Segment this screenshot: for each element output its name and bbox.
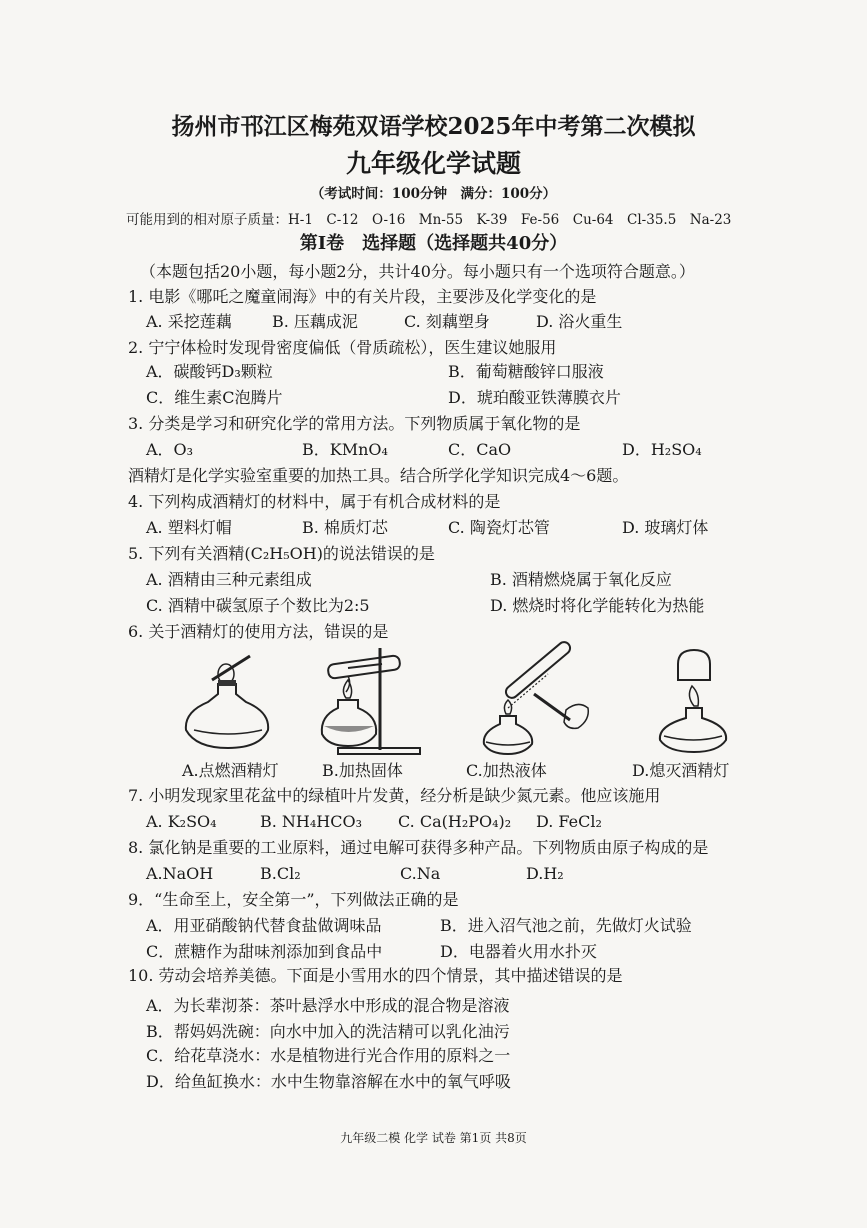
section-instructions: （本题包括20小题，每小题2分，共计40分。每小题只有一个选项符合题意。） <box>140 262 695 281</box>
q5-option-d: D. 燃烧时将化学能转化为热能 <box>490 596 705 615</box>
q3-option-a: A．O₃ <box>146 440 194 459</box>
q8-option-b: B.Cl₂ <box>260 864 301 883</box>
passage-text: 酒精灯是化学实验室重要的加热工具。结合所学化学知识完成4～6题。 <box>128 466 629 485</box>
q9-option-d: D．电器着火用水扑灭 <box>440 942 597 961</box>
exam-info: （考试时间：100分钟 满分：100分） <box>310 186 557 202</box>
q8-option-d: D.H₂ <box>526 864 564 883</box>
q6-stem: 6. 关于酒精灯的使用方法，错误的是 <box>128 622 389 641</box>
exam-title: 扬州市邗江区梅苑双语学校2025年中考第二次模拟 <box>171 113 696 140</box>
q4-stem: 4. 下列构成酒精灯的材料中，属于有机合成材料的是 <box>128 492 501 511</box>
q9-option-b: B．进入沼气池之前，先做灯火试验 <box>440 916 692 935</box>
q3-stem: 3. 分类是学习和研究化学的常用方法。下列物质属于氧化物的是 <box>128 414 581 433</box>
q6-option-c-caption: C.加热液体 <box>466 761 547 780</box>
q4-option-c: C. 陶瓷灯芯管 <box>448 518 550 537</box>
q10-option-a: A．为长辈沏茶：茶叶悬浮水中形成的混合物是溶液 <box>146 996 510 1015</box>
q9-stem: 9．“生命至上，安全第一”，下列做法正确的是 <box>128 890 459 909</box>
q2-option-d: D．琥珀酸亚铁薄膜衣片 <box>448 388 621 407</box>
q7-option-d: D. FeCl₂ <box>536 812 602 831</box>
q4-option-d: D. 玻璃灯体 <box>622 518 709 537</box>
q6-option-a-caption: A.点燃酒精灯 <box>182 761 279 780</box>
q5-option-c: C. 酒精中碳氢原子个数比为2:5 <box>146 596 370 615</box>
q2-option-b: B．葡萄糖酸锌口服液 <box>448 362 604 381</box>
q1-stem: 1. 电影《哪吒之魔童闹海》中的有关片段，主要涉及化学变化的是 <box>128 287 597 306</box>
q8-stem: 8. 氯化钠是重要的工业原料，通过电解可获得多种产品。下列物质由原子构成的是 <box>128 838 709 857</box>
q8-option-c: C.Na <box>400 864 441 883</box>
q5-option-a: A. 酒精由三种元素组成 <box>146 570 312 589</box>
exam-subtitle: 九年级化学试题 <box>345 149 521 178</box>
q7-option-a: A. K₂SO₄ <box>146 812 217 831</box>
q6-option-d-caption: D.熄灭酒精灯 <box>632 761 730 780</box>
q3-option-c: C．CaO <box>448 440 512 459</box>
q9-option-c: C．蔗糖作为甜味剂添加到食品中 <box>146 942 383 961</box>
q1-option-a: A. 采挖莲藕 <box>146 312 232 331</box>
q9-option-a: A．用亚硝酸钠代替食盐做调味品 <box>146 916 382 935</box>
q3-option-d: D．H₂SO₄ <box>622 440 702 459</box>
q10-option-d: D．给鱼缸换水：水中生物靠溶解在水中的氧气呼吸 <box>146 1072 511 1091</box>
q4-option-b: B. 棉质灯芯 <box>302 518 388 537</box>
q10-stem: 10. 劳动会培养美德。下面是小雪用水的四个情景，其中描述错误的是 <box>128 966 623 985</box>
q1-option-d: D. 浴火重生 <box>536 312 623 331</box>
atomic-masses: 可能用到的相对原子质量：H-1 C-12 O-16 Mn-55 K-39 Fe-56 Cu-64 Cl-35.5 Na-23 <box>126 212 732 228</box>
q4-option-a: A. 塑料灯帽 <box>146 518 232 537</box>
section-title: 第Ⅰ卷 选择题（选择题共40分） <box>299 233 568 254</box>
figure-lighting-lamp <box>178 650 278 754</box>
q1-option-c: C. 刻藕塑身 <box>404 312 490 331</box>
q5-option-b: B. 酒精燃烧属于氧化反应 <box>490 570 672 589</box>
q6-option-b-caption: B.加热固体 <box>322 761 403 780</box>
q7-stem: 7. 小明发现家里花盆中的绿植叶片发黄，经分析是缺少氮元素。他应该施用 <box>128 786 661 805</box>
q2-stem: 2. 宁宁体检时发现骨密度偏低（骨质疏松），医生建议她服用 <box>128 338 557 357</box>
figure-heating-liquid <box>478 650 598 758</box>
q2-option-c: C．维生素C泡腾片 <box>146 388 283 407</box>
q8-option-a: A.NaOH <box>146 864 214 883</box>
figure-heating-solid <box>318 646 422 758</box>
page-footer: 九年级二模 化学 试卷 第1页 共8页 <box>340 1131 527 1145</box>
q10-option-c: C．给花草浇水：水是植物进行光合作用的原料之一 <box>146 1046 511 1065</box>
q2-option-a: A．碳酸钙D₃颗粒 <box>146 362 273 381</box>
q5-stem: 5. 下列有关酒精(C₂H₅OH)的说法错误的是 <box>128 544 435 563</box>
q10-option-b: B．帮妈妈洗碗：向水中加入的洗洁精可以乳化油污 <box>146 1022 510 1041</box>
q1-option-b: B. 压藕成泥 <box>272 312 358 331</box>
q7-option-c: C. Ca(H₂PO₄)₂ <box>398 812 512 831</box>
q3-option-b: B．KMnO₄ <box>302 440 388 459</box>
q7-option-b: B. NH₄HCO₃ <box>260 812 363 831</box>
figure-extinguishing-lamp <box>648 646 740 756</box>
